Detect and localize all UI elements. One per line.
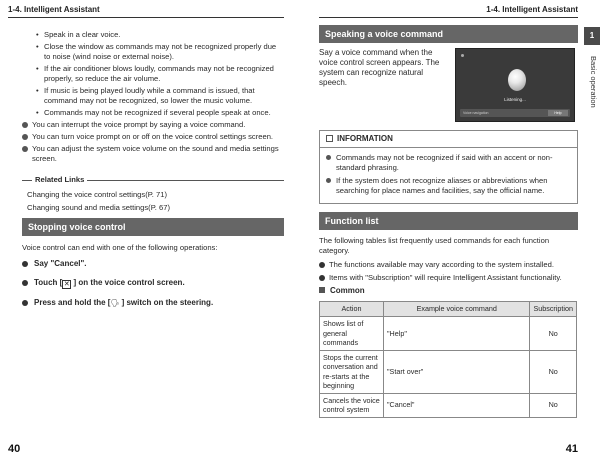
talk-switch-icon: 🗣 [110, 300, 120, 307]
square-bullet-icon [319, 287, 325, 293]
tip-item: • Close the window as commands may not be recognized properly due to noise (wind noise or external noise). [36, 42, 284, 62]
status-dot-icon [461, 54, 464, 57]
related-links-title: Related Links [32, 175, 87, 185]
cell-action: Stops the current conversation and re-starts at the beginning [320, 350, 384, 393]
tip-item: • Commands may not be recognized if several people speak at once. [36, 108, 284, 118]
stop-option-press: Press and hold the [🗣 ] switch on the steering. [22, 298, 284, 309]
page-number-right: 41 [565, 443, 578, 455]
related-links-heading [22, 175, 284, 185]
table-row [320, 317, 577, 351]
speak-text: Say a voice command when the voice control screen appears. The system can recognize natural speech. [319, 48, 440, 87]
col-header-example: Example voice command [384, 302, 530, 317]
screen-bar-label: Voice navigation [463, 111, 489, 115]
cell-example: "Help" [384, 317, 530, 351]
tip-item: • If music is being played loudly while a command is issued, that command may not be recognized, so lower the music volume. [36, 86, 284, 106]
table-row [320, 350, 577, 393]
speaking-tips-list [22, 30, 284, 118]
chapter-header-left: 1-4. Intelligent Assistant [8, 5, 100, 14]
stopping-voice-control-heading: Stopping voice control [22, 218, 284, 236]
cell-example: "Cancel" [384, 393, 530, 417]
table-row [320, 393, 577, 417]
stop-option-say: Say "Cancel". [22, 259, 284, 269]
info-box-icon [326, 135, 333, 142]
chapter-side-label: Basic operation [589, 56, 598, 108]
function-list-heading: Function list [319, 212, 578, 230]
voice-orb-icon [508, 69, 526, 91]
note-item: You can interrupt the voice prompt by saying a voice command. [22, 120, 284, 130]
function-note: The functions available may vary according to the system installed. [319, 260, 578, 270]
speaking-voice-command-heading: Speaking a voice command [319, 25, 578, 43]
tip-item: • If the air conditioner blows loudly, commands may not be recognized properly, so reduce the air volume. [36, 64, 284, 84]
cell-action: Cancels the voice control system [320, 393, 384, 417]
info-item: If the system does not recognize aliases or abbreviations when searching for place names and facilities, say the official name. [326, 176, 571, 196]
stop-option-touch: Touch [ ✕ ] on the voice control screen. [22, 278, 284, 289]
close-icon: ✕ [63, 281, 70, 288]
info-item: Commands may not be recognized if said with an accent or non-standard phrasing. [326, 153, 571, 173]
cell-example: "Start over" [384, 350, 530, 393]
left-page [22, 30, 284, 318]
chapter-header-right: 1-4. Intelligent Assistant [486, 5, 578, 14]
header-rule-right [319, 17, 578, 18]
note-item: You can turn voice prompt on or off on the voice control settings screen. [22, 132, 284, 142]
information-list [320, 148, 577, 203]
stop-intro-text: Voice control can end with one of the following operations: [22, 243, 218, 252]
related-link[interactable]: Changing the voice control settings(P. 71) [27, 190, 168, 199]
listening-label: Listening... [504, 97, 526, 102]
note-item: You can adjust the system voice volume on the sound and media settings screen. [22, 144, 284, 164]
cell-subscription: No [530, 317, 577, 351]
function-notes [319, 260, 578, 283]
col-header-action: Action [320, 302, 384, 317]
cell-subscription: No [530, 350, 577, 393]
speak-section [319, 48, 578, 122]
voice-prompt-notes [22, 120, 284, 164]
common-heading: Common [319, 286, 578, 296]
col-header-subscription: Subscription [530, 302, 577, 317]
page-number-left: 40 [8, 443, 21, 455]
table-header-row [320, 302, 577, 317]
right-page [319, 25, 578, 418]
chapter-tab: 1 [584, 27, 600, 45]
stop-operations-list [22, 259, 284, 309]
function-list-intro: The following tables list frequently used commands for each function category. [319, 236, 550, 255]
header-rule-left [8, 17, 284, 18]
related-link[interactable]: Changing sound and media settings(P. 67) [27, 203, 170, 212]
function-note: Items with "Subscription" will require Intelligent Assistant functionality. [319, 273, 578, 283]
cell-action: Shows list of general commands [320, 317, 384, 351]
information-box [319, 130, 578, 204]
common-commands-table [319, 301, 577, 418]
information-title: INFORMATION [320, 131, 577, 148]
screen-help-button: Help [548, 110, 568, 116]
cell-subscription: No [530, 393, 577, 417]
tip-item: • Speak in a clear voice. [36, 30, 284, 40]
related-links-list [22, 190, 284, 213]
voice-control-screen-image [455, 48, 575, 122]
